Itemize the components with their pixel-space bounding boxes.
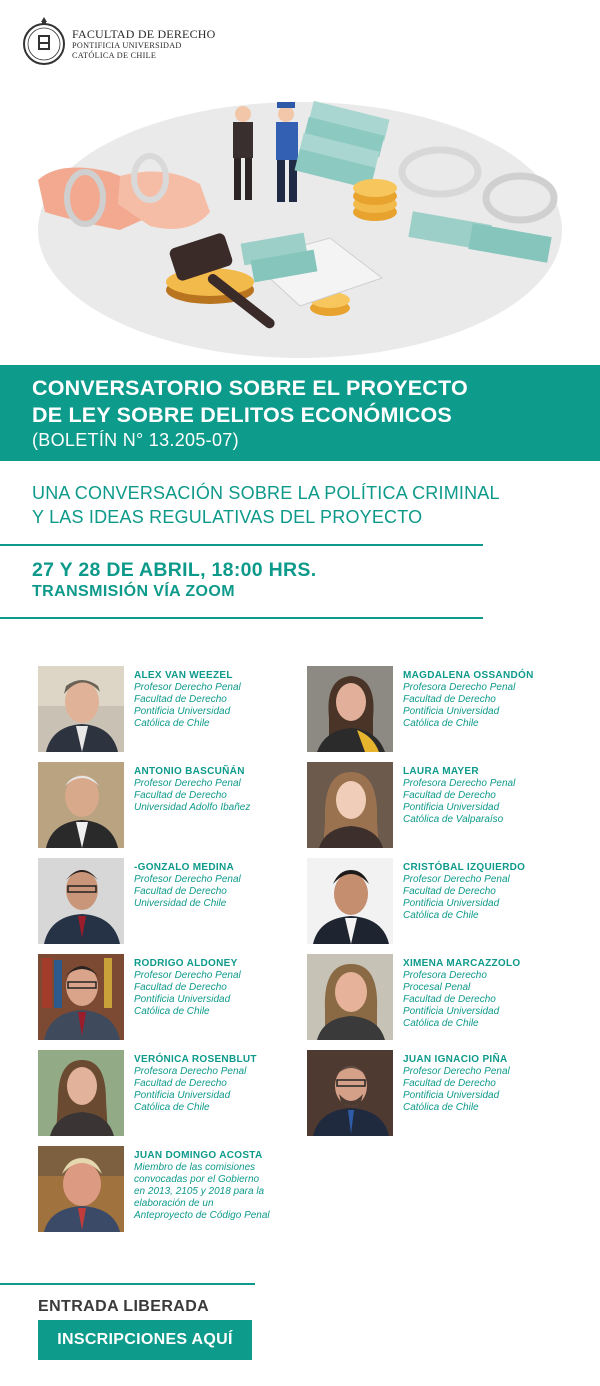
divider-top	[0, 544, 483, 546]
event-date: 27 Y 28 DE ABRIL, 18:00 HRS.	[32, 559, 317, 581]
speaker-name: CRISTÓBAL IZQUIERDO	[403, 862, 526, 873]
event-subtitle	[32, 481, 500, 529]
university-seal-icon	[22, 14, 66, 74]
speaker-name: -GONZALO MEDINA	[134, 862, 235, 873]
speaker-name: JUAN IGNACIO PIÑA	[403, 1054, 508, 1065]
speaker-photo	[307, 858, 393, 944]
speaker-card	[38, 762, 298, 852]
speaker-role: Miembro de las comisiones convocadas por el Gobierno en 2013, 2105 y 2018 para la elaboración de un Anteproyecto de Código Penal	[134, 1162, 270, 1221]
speaker-card	[307, 954, 567, 1044]
speaker-photo	[38, 858, 124, 944]
university-logo	[22, 14, 216, 74]
free-entry-label: ENTRADA LIBERADA	[38, 1298, 210, 1315]
speaker-role: Profesor Derecho Penal Facultad de Derecho Pontificia Universidad Católica de Chile	[403, 1066, 510, 1113]
speaker-photo	[307, 1050, 393, 1136]
speaker-card	[307, 666, 567, 756]
hero-illustration	[0, 80, 600, 365]
speaker-name: VERÓNICA ROSENBLUT	[134, 1054, 257, 1065]
speaker-photo	[307, 762, 393, 848]
event-subtitle-line2: Y LAS IDEAS REGULATIVAS DEL PROYECTO	[32, 507, 423, 527]
divider-bottom	[0, 617, 483, 619]
speaker-card	[307, 1050, 567, 1140]
speaker-photo	[38, 954, 124, 1040]
speaker-role: Profesora Derecho Procesal Penal Facultad de Derecho Pontificia Universidad Católica de Chile	[403, 970, 500, 1029]
speaker-card	[307, 858, 567, 948]
speaker-name: ANTONIO BASCUÑÁN	[134, 766, 245, 777]
speaker-card	[38, 1050, 298, 1140]
speaker-photo	[307, 954, 393, 1040]
event-title-line1: CONVERSATORIO SOBRE EL PROYECTO	[32, 376, 468, 400]
speaker-card	[38, 954, 298, 1044]
speaker-photo	[38, 1146, 124, 1232]
speaker-photo	[38, 1050, 124, 1136]
speaker-card	[38, 858, 298, 948]
university-name-line2: CATÓLICA DE CHILE	[72, 51, 157, 61]
event-bulletin-number: (BOLETÍN N° 13.205-07)	[32, 430, 239, 450]
speaker-name: XIMENA MARCAZZOLO	[403, 958, 521, 969]
speaker-name: LAURA MAYER	[403, 766, 479, 777]
speaker-photo	[38, 762, 124, 848]
speaker-role: Profesor Derecho Penal Facultad de Derecho Universidad de Chile	[134, 874, 241, 909]
speaker-name: MAGDALENA OSSANDÓN	[403, 670, 534, 681]
divider-footer	[0, 1283, 255, 1285]
speaker-role: Profesor Derecho Penal Facultad de Derecho Pontificia Universidad Católica de Chile	[134, 970, 241, 1017]
faculty-name: FACULTAD DE DERECHO	[72, 27, 216, 42]
register-button[interactable]: INSCRIPCIONES AQUÍ	[38, 1320, 252, 1360]
event-subtitle-line1: UNA CONVERSACIÓN SOBRE LA POLÍTICA CRIMINAL	[32, 483, 500, 503]
speaker-role: Profesor Derecho Penal Facultad de Derecho Pontificia Universidad Católica de Chile	[403, 874, 510, 921]
speaker-role: Profesora Derecho Penal Facultad de Derecho Pontificia Universidad Católica de Valparaíso	[403, 778, 516, 825]
speaker-card	[38, 666, 298, 756]
speaker-name: RODRIGO ALDONEY	[134, 958, 238, 969]
speaker-name: ALEX VAN WEEZEL	[134, 670, 233, 681]
speaker-photo	[307, 666, 393, 752]
event-title-line2: DE LEY SOBRE DELITOS ECONÓMICOS	[32, 403, 452, 427]
speaker-name: JUAN DOMINGO ACOSTA	[134, 1150, 263, 1161]
speaker-role: Profesora Derecho Penal Facultad de Derecho Pontificia Universidad Católica de Chile	[403, 682, 516, 729]
speaker-role: Profesor Derecho Penal Facultad de Derecho Universidad Adolfo Ibañez	[134, 778, 251, 813]
speaker-role: Profesor Derecho Penal Facultad de Derecho Pontificia Universidad Católica de Chile	[134, 682, 241, 729]
speaker-card	[38, 1146, 298, 1236]
event-broadcast: TRANSMISIÓN VÍA ZOOM	[32, 583, 235, 600]
university-name-line1: PONTIFICIA UNIVERSIDAD	[72, 41, 182, 51]
speaker-photo	[38, 666, 124, 752]
event-title-band	[0, 365, 600, 461]
speaker-role: Profesora Derecho Penal Facultad de Derecho Pontificia Universidad Católica de Chile	[134, 1066, 247, 1113]
speaker-card	[307, 762, 567, 852]
